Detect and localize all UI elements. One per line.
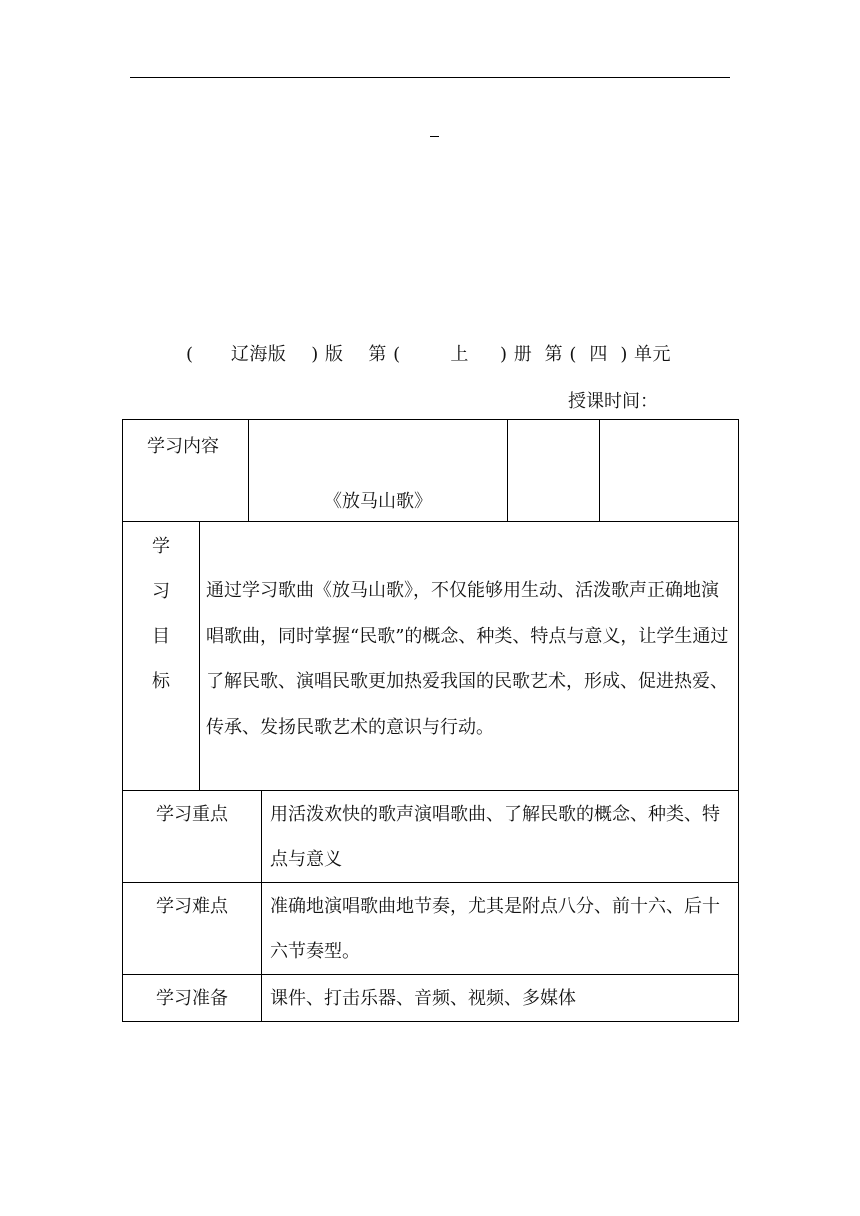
top-rule — [130, 77, 730, 78]
empty-cell-2 — [600, 420, 739, 522]
class-time-label: 授课时间： — [568, 391, 658, 412]
content-title: 《放马山歌》 — [249, 420, 508, 522]
focus-row — [123, 791, 739, 883]
prep-text: 课件、打击乐器、音频、视频、多媒体 — [262, 975, 739, 1022]
content-label: 学习内容 — [123, 420, 249, 522]
objective-row — [123, 522, 739, 791]
content-row — [123, 420, 739, 522]
page-dash — [430, 136, 439, 137]
focus-label: 学习重点 — [123, 791, 262, 883]
objective-label-char: 学 — [152, 536, 170, 557]
empty-cell-1 — [508, 420, 600, 522]
objective-label-char: 习 — [152, 581, 170, 602]
difficulty-label: 学习难点 — [123, 883, 262, 975]
difficulty-text: 准确地演唱歌曲地节奏，尤其是附点八分、前十六、后十六节奏型。 — [262, 883, 739, 975]
objective-label-char: 标 — [152, 671, 170, 692]
focus-text: 用活泼欢快的歌声演唱歌曲、了解民歌的概念、种类、特点与意义 — [262, 791, 739, 883]
prep-label: 学习准备 — [123, 975, 262, 1022]
lesson-plan-table — [122, 419, 739, 1022]
edition-line: ( 辽海版 ) 版 第 ( 上 ) 册 第 ( 四 ) 单元 — [186, 344, 672, 365]
difficulty-row — [123, 883, 739, 975]
objective-text — [200, 522, 739, 791]
prep-row — [123, 975, 739, 1022]
objective-label — [123, 522, 200, 791]
objective-label-char: 目 — [152, 626, 170, 647]
objective-paragraph: 通过学习歌曲《放马山歌》，不仅能够用生动、活泼歌声正确地演唱歌曲，同时掌握“民歌”的概念、种类、特点与意义，让学生通过了解民歌、演唱民歌更加热爱我国的民歌艺术，形成、促进热爱、传承、发扬民歌艺术的意识与行动。 — [206, 580, 729, 738]
